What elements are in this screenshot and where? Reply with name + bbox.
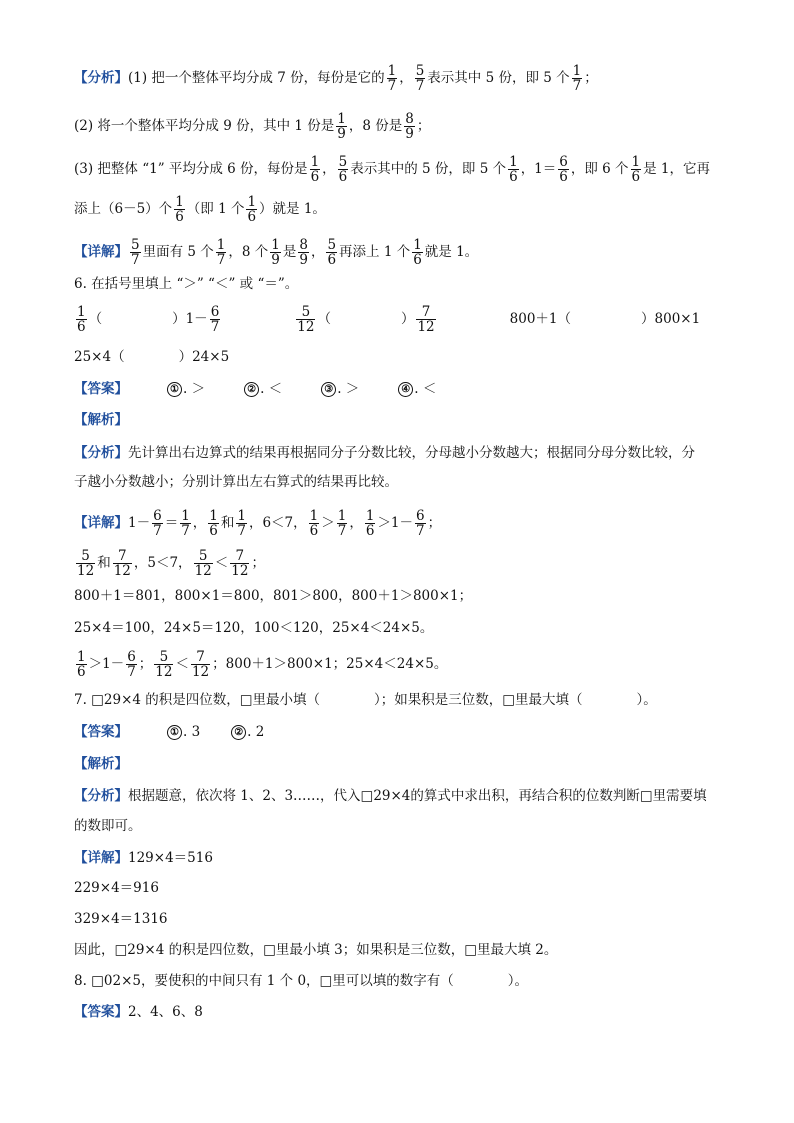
fraction: $\frac{5}{7}$	[131, 237, 140, 268]
s5-line-2: (2) 将一个整体平均分成 9 份，其中 1 份是 $\frac{1}{9}$ ，8 份是 $\frac{8}{9}$ ；	[74, 111, 431, 142]
q7-jiexi: 【解析】	[74, 756, 128, 772]
fraction: $\frac{8}{9}$	[405, 111, 414, 142]
answer-tag: 【答案】	[74, 381, 128, 397]
fraction: $\frac{1}{7}$	[572, 63, 582, 94]
explain-tag: 【解析】	[74, 412, 128, 428]
q6-title: 6. 在括号里填上 “＞” “＜” 或 “＝”。	[74, 276, 299, 292]
q6-jiexi	[74, 410, 128, 430]
detail-tag: 【详解】	[74, 244, 128, 260]
fraction: $\frac{1}{6}$	[413, 237, 422, 268]
q6-row-1: $\frac{1}{6}$ （ ）1－ $\frac{6}{7}$ $\frac{5}{12}$ （ ） $\frac{7}{12}$ 800＋1（ ）800×1	[77, 304, 701, 335]
fraction: $\frac{1}{9}$	[271, 237, 280, 268]
fraction: $\frac{8}{9}$	[299, 237, 308, 268]
q7-detail-1: 【详解】129×4＝516	[74, 850, 213, 866]
q6-detail-3: 800＋1＝801，800×1＝800，801＞800，800＋1＞800×1；	[74, 588, 473, 604]
fraction: $\frac{5}{6}$	[327, 237, 337, 268]
fraction: $\frac{5}{12}$	[297, 304, 315, 335]
q7-conclusion: 因此，□29×4 的积是四位数，□里最小填 3；如果积是三位数，□里最大填 2。	[74, 942, 558, 958]
q6-detail-1: 【详解】1－ $\frac{6}{7}$ ＝ $\frac{1}{7}$ ， $\frac{1}{6}$ 和 $\frac{1}{7}$ ，6＜7， $\frac{1}{6}$ ＞ $\frac{1}{7}$ ， $\frac{1}{6}$ ＞1－ $\frac{6}{7}$ ；	[74, 508, 442, 539]
analysis-tag: 【分析】	[74, 70, 128, 86]
fraction: $\frac{7}{12}$	[417, 304, 435, 335]
q6-detail-4: 25×4＝100，24×5＝120，100＜120，25×4＜24×5。	[74, 620, 434, 636]
fraction: $\frac{1}{9}$	[337, 111, 346, 142]
q7-analysis-2: 的数即可。	[74, 818, 142, 834]
q8-answer: 【答案】2、4、6、8	[74, 1004, 203, 1020]
fraction: $\frac{5}{7}$	[415, 63, 425, 94]
fraction: $\frac{6}{6}$	[559, 154, 568, 185]
s5-line-1: 【分析】(1) 把一个整体平均分成 7 份，每份是它的 $\frac{1}{7}$ ， $\frac{5}{7}$ 表示其中 5 份，即 5 个 $\frac{1}{7}$ ；	[74, 63, 598, 94]
q7-answer: 【答案】 ① . 3 ② . 2	[74, 724, 265, 740]
fraction: $\frac{1}{6}$	[175, 194, 184, 225]
fraction: $\frac{6}{7}$	[210, 304, 220, 335]
fraction: $\frac{1}{6}$	[310, 154, 320, 185]
fraction: $\frac{1}{7}$	[387, 63, 397, 94]
q8-title: 8. □02×5，要使积的中间只有 1 个 0，□里可以填的数字有（ ）。	[74, 973, 529, 989]
s5-line-3: (3) 把整体 “1” 平均分成 6 份，每份是 $\frac{1}{6}$ ， $\frac{5}{6}$ 表示其中的 5 份，即 5 个 $\frac{1}{6}$ ，1＝ $\frac{6}{6}$ ，即 6 个 $\frac{1}{6}$ 是 1，它再	[74, 154, 711, 185]
fraction: $\frac{1}{6}$	[509, 154, 518, 185]
q6-detail-5: $\frac{1}{6}$ ＞1－ $\frac{6}{7}$ ； $\frac{5}{12}$ ＜ $\frac{7}{12}$ ；800＋1＞800×1；25×4＜24×5。	[77, 649, 448, 680]
fraction: $\frac{5}{6}$	[338, 154, 348, 185]
q6-analysis-2: 子越小分数越小；分别计算出左右算式的结果再比较。	[74, 474, 398, 490]
q7-detail-3: 329×4＝1316	[74, 911, 168, 927]
q6-analysis: 【分析】先计算出右边算式的结果再根据同分子分数比较，分母越小分数越大；根据同分母分数比较，分	[74, 445, 695, 461]
fraction: $\frac{1}{6}$	[247, 194, 257, 225]
s5-line-4: 添上（6－5）个 $\frac{1}{6}$ （即 1 个 $\frac{1}{6}$ ）就是 1。	[74, 194, 326, 225]
q7-analysis: 【分析】根据题意，依次将 1、2、3……，代入□29×4的算式中求出积，再结合积的位数判断□里需要填	[74, 788, 707, 804]
q6-answer: 【答案】 ① . ＞ ② . ＜ ③ . ＞ ④ . ＜	[74, 381, 437, 397]
fraction: $\frac{1}{6}$	[77, 304, 86, 335]
q6-detail-2: $\frac{5}{12}$ 和 $\frac{7}{12}$ ，5＜7， $\frac{5}{12}$ ＜ $\frac{7}{12}$ ；	[77, 548, 265, 579]
fraction: $\frac{1}{7}$	[216, 237, 226, 268]
s5-line-5: 【详解】 $\frac{5}{7}$ 里面有 5 个 $\frac{1}{7}$ ，8 个 $\frac{1}{9}$ 是 $\frac{8}{9}$ ， $\frac{5}{6}$ 再添上 1 个 $\frac{1}{6}$ 就是 1。	[74, 237, 479, 268]
q7-title: 7. □29×4 的积是四位数，□里最小填（ ）；如果积是三位数，□里最大填（ ）。	[74, 692, 657, 708]
fraction: $\frac{1}{6}$	[631, 154, 641, 185]
q7-detail-2: 229×4＝916	[74, 880, 159, 896]
q6-row-2: 25×4（ ）24×5	[74, 349, 230, 365]
